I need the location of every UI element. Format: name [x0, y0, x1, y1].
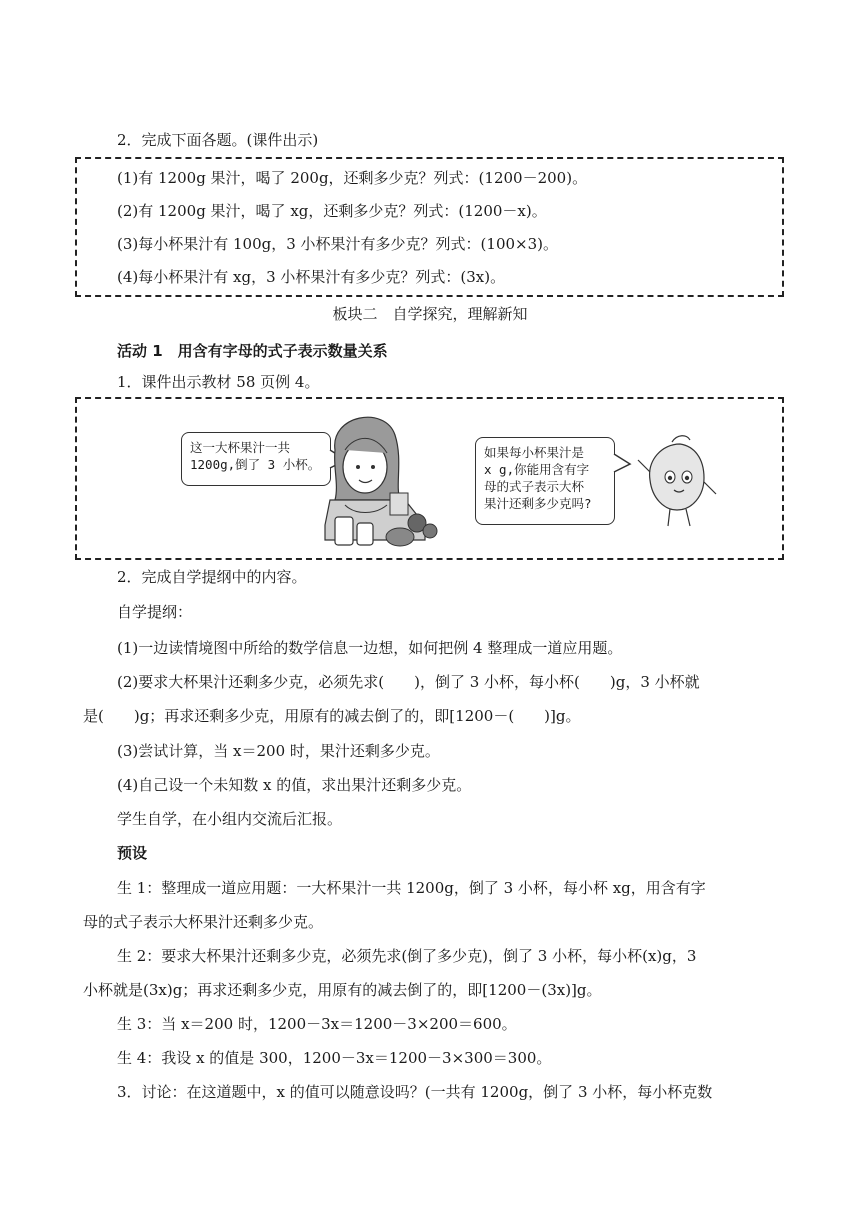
outline-label: 自学提纲：: [117, 603, 193, 621]
answer-s2-line1: 生 2：要求大杯果汁还剩多少克，必须先求(倒了多少克)，倒了 3 小杯，每小杯(x)g，3: [117, 947, 697, 965]
review-item-2: (2)有 1200g 果汁，喝了 xg，还剩多少克？列式：(1200－x)。: [117, 202, 547, 220]
review-intro: 2．完成下面各题。(课件出示): [117, 131, 319, 149]
bubble-right-line-2: x g,你能用含有字: [484, 462, 590, 477]
apple-mascot-illustration: [632, 432, 722, 532]
answer-s2-line2: 小杯就是(3x)g；再求还剩多少克，用原有的减去倒了的，即[1200－(3x)]g。: [83, 981, 602, 999]
section-title: 板块二 自学探究，理解新知: [332, 305, 528, 323]
step-3: 3．讨论：在这道题中，x 的值可以随意设吗？(一共有 1200g，倒了 3 小杯，每小杯克数: [117, 1083, 713, 1101]
bubble-right-line-4: 果汁还剩多少克吗?: [484, 496, 592, 511]
review-item-4: (4)每小杯果汁有 xg，3 小杯果汁有多少克？列式：(3x)。: [117, 268, 506, 286]
girl-illustration: [315, 405, 450, 553]
outline-q1: (1)一边读情境图中所给的数学信息一边想，如何把例 4 整理成一道应用题。: [117, 639, 623, 657]
step-2: 2．完成自学提纲中的内容。: [117, 568, 307, 586]
bubble-right-line-3: 母的式子表示大杯: [484, 479, 585, 494]
outline-q3: (3)尝试计算，当 x＝200 时，果汁还剩多少克。: [117, 742, 440, 760]
report-text: 学生自学，在小组内交流后汇报。: [117, 810, 343, 828]
review-item-1: (1)有 1200g 果汁，喝了 200g，还剩多少克？列式：(1200－200)。: [117, 169, 588, 187]
answer-s4: 生 4：我设 x 的值是 300，1200－3x＝1200－3×300＝300。: [117, 1049, 552, 1067]
outline-q4: (4)自己设一个未知数 x 的值，求出果汁还剩多少克。: [117, 776, 472, 794]
bubble-left-line-1: 这一大杯果汁一共: [190, 440, 291, 455]
speech-bubble-right: [475, 437, 615, 525]
activity-title: 活动 1 用含有字母的式子表示数量关系: [117, 342, 388, 360]
step-1: 1．课件出示教材 58 页例 4。: [117, 373, 320, 391]
preset-label: 预设: [117, 844, 148, 862]
answer-s3: 生 3：当 x＝200 时，1200－3x＝1200－3×200＝600。: [117, 1015, 517, 1033]
bubble-right-tail: [612, 452, 632, 476]
answer-s1-line2: 母的式子表示大杯果汁还剩多少克。: [83, 913, 324, 931]
bubble-right-line-1: 如果每小杯果汁是: [484, 445, 585, 460]
answer-s1-line1: 生 1：整理成一道应用题：一大杯果汁一共 1200g，倒了 3 小杯，每小杯 xg，用含有字: [117, 879, 706, 897]
bubble-left-line-2: 1200g,倒了 3 小杯。: [190, 457, 321, 472]
review-item-3: (3)每小杯果汁有 100g，3 小杯果汁有多少克？列式：(100×3)。: [117, 235, 559, 253]
speech-bubble-left: [181, 432, 331, 486]
outline-q2-line1: (2)要求大杯果汁还剩多少克，必须先求( )，倒了 3 小杯，每小杯( )g，3 小杯就: [117, 673, 700, 691]
outline-q2-line2: 是( )g；再求还剩多少克，用原有的减去倒了的，即[1200－( )]g。: [83, 707, 581, 725]
